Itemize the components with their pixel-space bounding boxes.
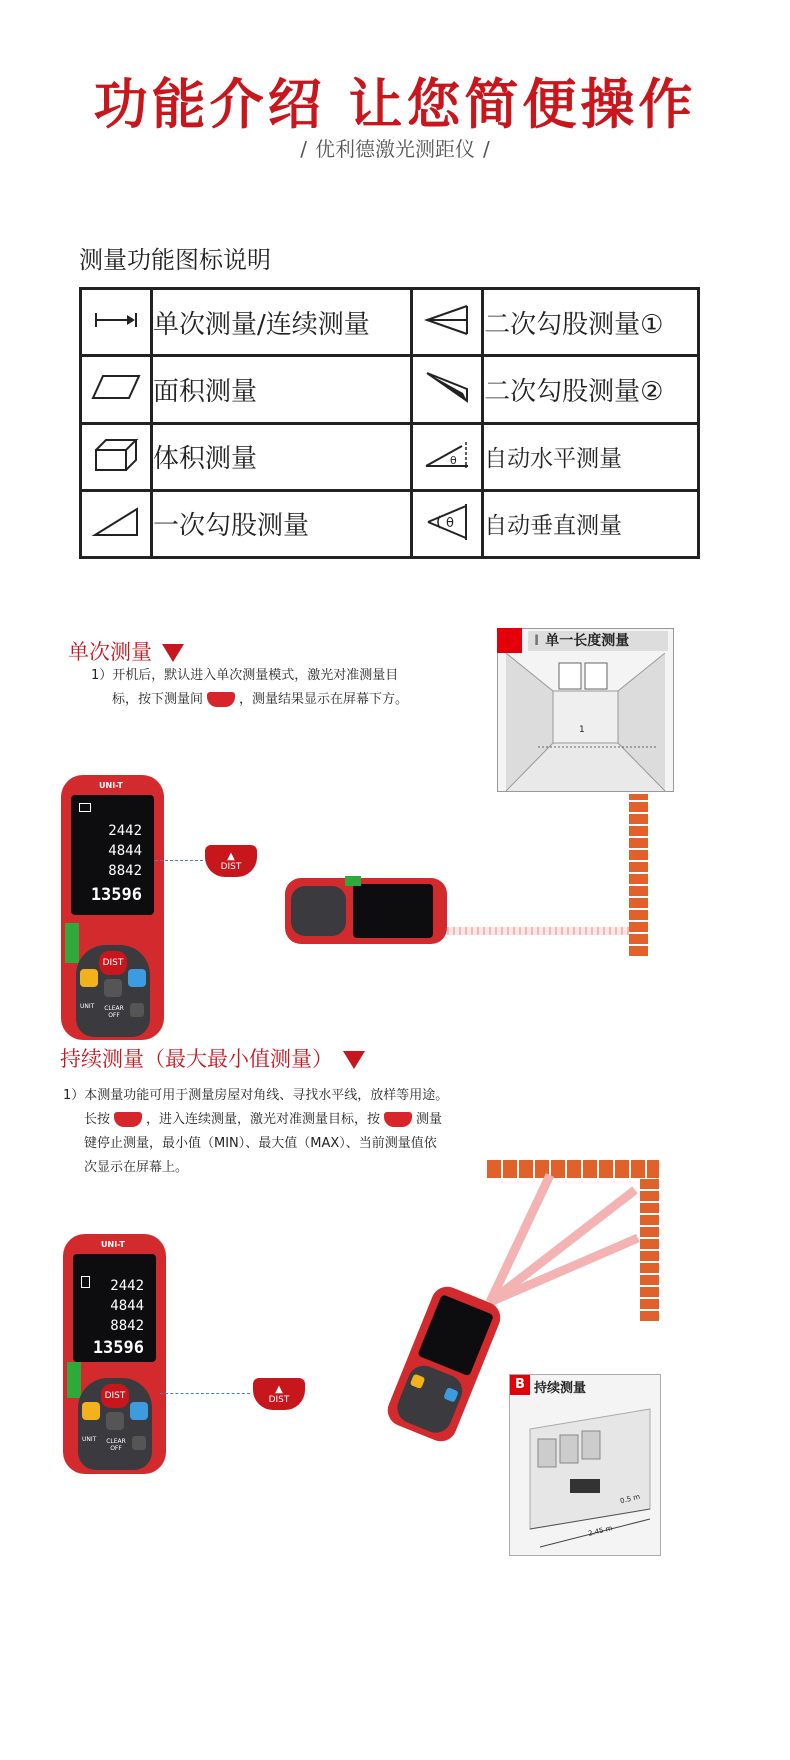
continuous-desc-line: 1）本测量功能可用于测量房屋对角线、寻找水平线，放样等用途。 [63, 1088, 449, 1103]
continuous-desc-line [63, 1108, 483, 1132]
continuous-desc-text: ，进入连续测量，激光对准测量目标，按 [146, 1112, 381, 1127]
legend-label: 单次测量/连续测量 [152, 289, 412, 356]
reading-3: 8842 [108, 863, 142, 879]
svg-text:θ: θ [450, 453, 457, 467]
clear-off-button[interactable]: CLEAR OFF [104, 1005, 124, 1019]
inset-number: 1 [579, 725, 585, 735]
inset-label: 单一长度测量 [545, 633, 630, 649]
single-desc-text: ，测量结果显示在屏幕下方。 [239, 692, 409, 707]
reading-2: 4844 [110, 1298, 144, 1314]
single-desc-line [91, 688, 491, 712]
yellow-button[interactable] [82, 1402, 100, 1420]
inset-red-marker [497, 628, 522, 653]
continuous-inset [509, 1374, 661, 1556]
blue-button[interactable] [443, 1387, 459, 1403]
reading-2: 4844 [108, 843, 142, 859]
continuous-desc-line: 次显示在屏幕上。 [84, 1160, 189, 1175]
brand-logo: UNI-T [101, 1240, 125, 1249]
keypad [76, 945, 150, 1037]
dist-button-icon [114, 1112, 142, 1127]
laser-beam [447, 927, 629, 935]
legend-row [81, 289, 699, 356]
level-angle-icon [412, 423, 483, 490]
dist-button-icon [207, 692, 235, 707]
dimension-label: 0.5 m [619, 1492, 641, 1506]
yellow-button[interactable] [80, 969, 98, 987]
legend-label: 二次勾股测量② [483, 356, 699, 423]
continuous-title-text: 持续测量（最大最小值测量） [60, 1047, 333, 1071]
device-screen [71, 795, 154, 915]
legend-label: 二次勾股测量① [483, 289, 699, 356]
inset-label: 持续测量 [534, 1381, 587, 1396]
function-button[interactable] [104, 979, 122, 997]
triangle-double-icon [412, 356, 483, 423]
legend-label: 自动水平测量 [483, 423, 699, 490]
single-section-title [68, 636, 184, 666]
page-title: 功能介绍 让您简便操作 [93, 73, 697, 136]
device-screen [353, 884, 433, 938]
keypad [78, 1378, 152, 1470]
yellow-button[interactable] [410, 1374, 426, 1390]
function-button[interactable] [106, 1412, 124, 1430]
brick-wall [629, 794, 648, 956]
distance-arrow-icon [81, 289, 152, 356]
down-triangle-icon [343, 1051, 365, 1069]
triangle-open-icon [412, 289, 483, 356]
continuous-description [63, 1084, 483, 1180]
laser-meter-horizontal [285, 878, 447, 944]
continuous-desc-text: 长按 [84, 1112, 111, 1127]
laser-meter-device [63, 1234, 166, 1474]
legend-row [81, 356, 699, 423]
right-triangle-icon [81, 490, 152, 557]
battery-icon [81, 1276, 90, 1288]
subtitle-text: 优利德激光测距仪 [315, 137, 475, 161]
dist-button[interactable]: DIST [101, 1384, 129, 1408]
bubble-level [345, 876, 361, 886]
dist-button-icon [384, 1112, 412, 1127]
legend-title: 测量功能图标说明 [79, 246, 271, 274]
inset-header [528, 631, 668, 651]
warning-triangle-icon: ▲ [227, 851, 235, 862]
blue-button[interactable] [130, 1402, 148, 1420]
page-subtitle: / 优利德激光测距仪 / [300, 137, 490, 161]
svg-text:θ: θ [446, 515, 455, 531]
pointer-line [160, 1393, 250, 1394]
single-length-inset [497, 628, 674, 792]
legend-label: 体积测量 [152, 423, 412, 490]
ibeam-icon: I [534, 633, 540, 649]
unit-button[interactable]: UNIT [82, 1436, 97, 1443]
bubble-level [65, 923, 79, 963]
single-desc-text: 标，按下测量间 [112, 692, 204, 707]
battery-icon [79, 803, 91, 812]
legend-label: 自动垂直测量 [483, 490, 699, 557]
dist-button[interactable]: DIST [99, 951, 127, 975]
dist-label: DIST [268, 1395, 290, 1405]
inset-badge: B [510, 1375, 530, 1395]
reading-3: 8842 [110, 1318, 144, 1334]
laser-beams [480, 1170, 645, 1310]
single-description [91, 664, 491, 712]
legend-row [81, 490, 699, 557]
brand-logo: UNI-T [99, 781, 123, 790]
laser-meter-device [61, 775, 164, 1040]
room-illustration [498, 653, 673, 791]
icon-legend-table [79, 287, 700, 559]
continuous-desc-text: 测量 [416, 1112, 443, 1127]
legend-row [81, 423, 699, 490]
warning-triangle-icon: ▲ [275, 1384, 283, 1395]
down-triangle-icon [162, 644, 184, 662]
cube-icon [81, 423, 152, 490]
device-screen [73, 1254, 156, 1362]
vertical-angle-icon [412, 490, 483, 557]
legend-label: 面积测量 [152, 356, 412, 423]
unit-button[interactable]: UNIT [80, 1003, 95, 1010]
continuous-section-title [60, 1043, 365, 1073]
reading-1: 2442 [108, 823, 142, 839]
single-title-text: 单次测量 [68, 640, 152, 664]
legend-label: 一次勾股测量 [152, 490, 412, 557]
parallelogram-icon [81, 356, 152, 423]
dist-button-enlarged [205, 845, 257, 877]
pointer-line [155, 860, 203, 861]
sound-button[interactable] [132, 1436, 146, 1450]
continuous-desc-line: 键停止测量，最小值（MIN）、最大值（MAX）、当前测量值依 [84, 1136, 437, 1151]
dist-button-enlarged [253, 1378, 305, 1410]
laser-meter-tilted [383, 1282, 505, 1446]
reading-main: 13596 [92, 1338, 144, 1358]
sound-button[interactable] [130, 1003, 144, 1017]
bubble-level [67, 1362, 81, 1398]
dimension-label: 2.45 m [587, 1524, 614, 1538]
keypad [291, 886, 346, 936]
device-screen [417, 1294, 494, 1376]
keypad [393, 1361, 467, 1438]
blue-button[interactable] [128, 969, 146, 987]
room-illustration [510, 1399, 660, 1555]
single-desc-line: 1）开机后，默认进入单次测量模式，激光对准测量目 [91, 668, 399, 683]
reading-main: 13596 [90, 885, 142, 905]
clear-off-button[interactable]: CLEAR OFF [106, 1438, 126, 1452]
reading-1: 2442 [110, 1278, 144, 1294]
dist-label: DIST [220, 862, 242, 872]
